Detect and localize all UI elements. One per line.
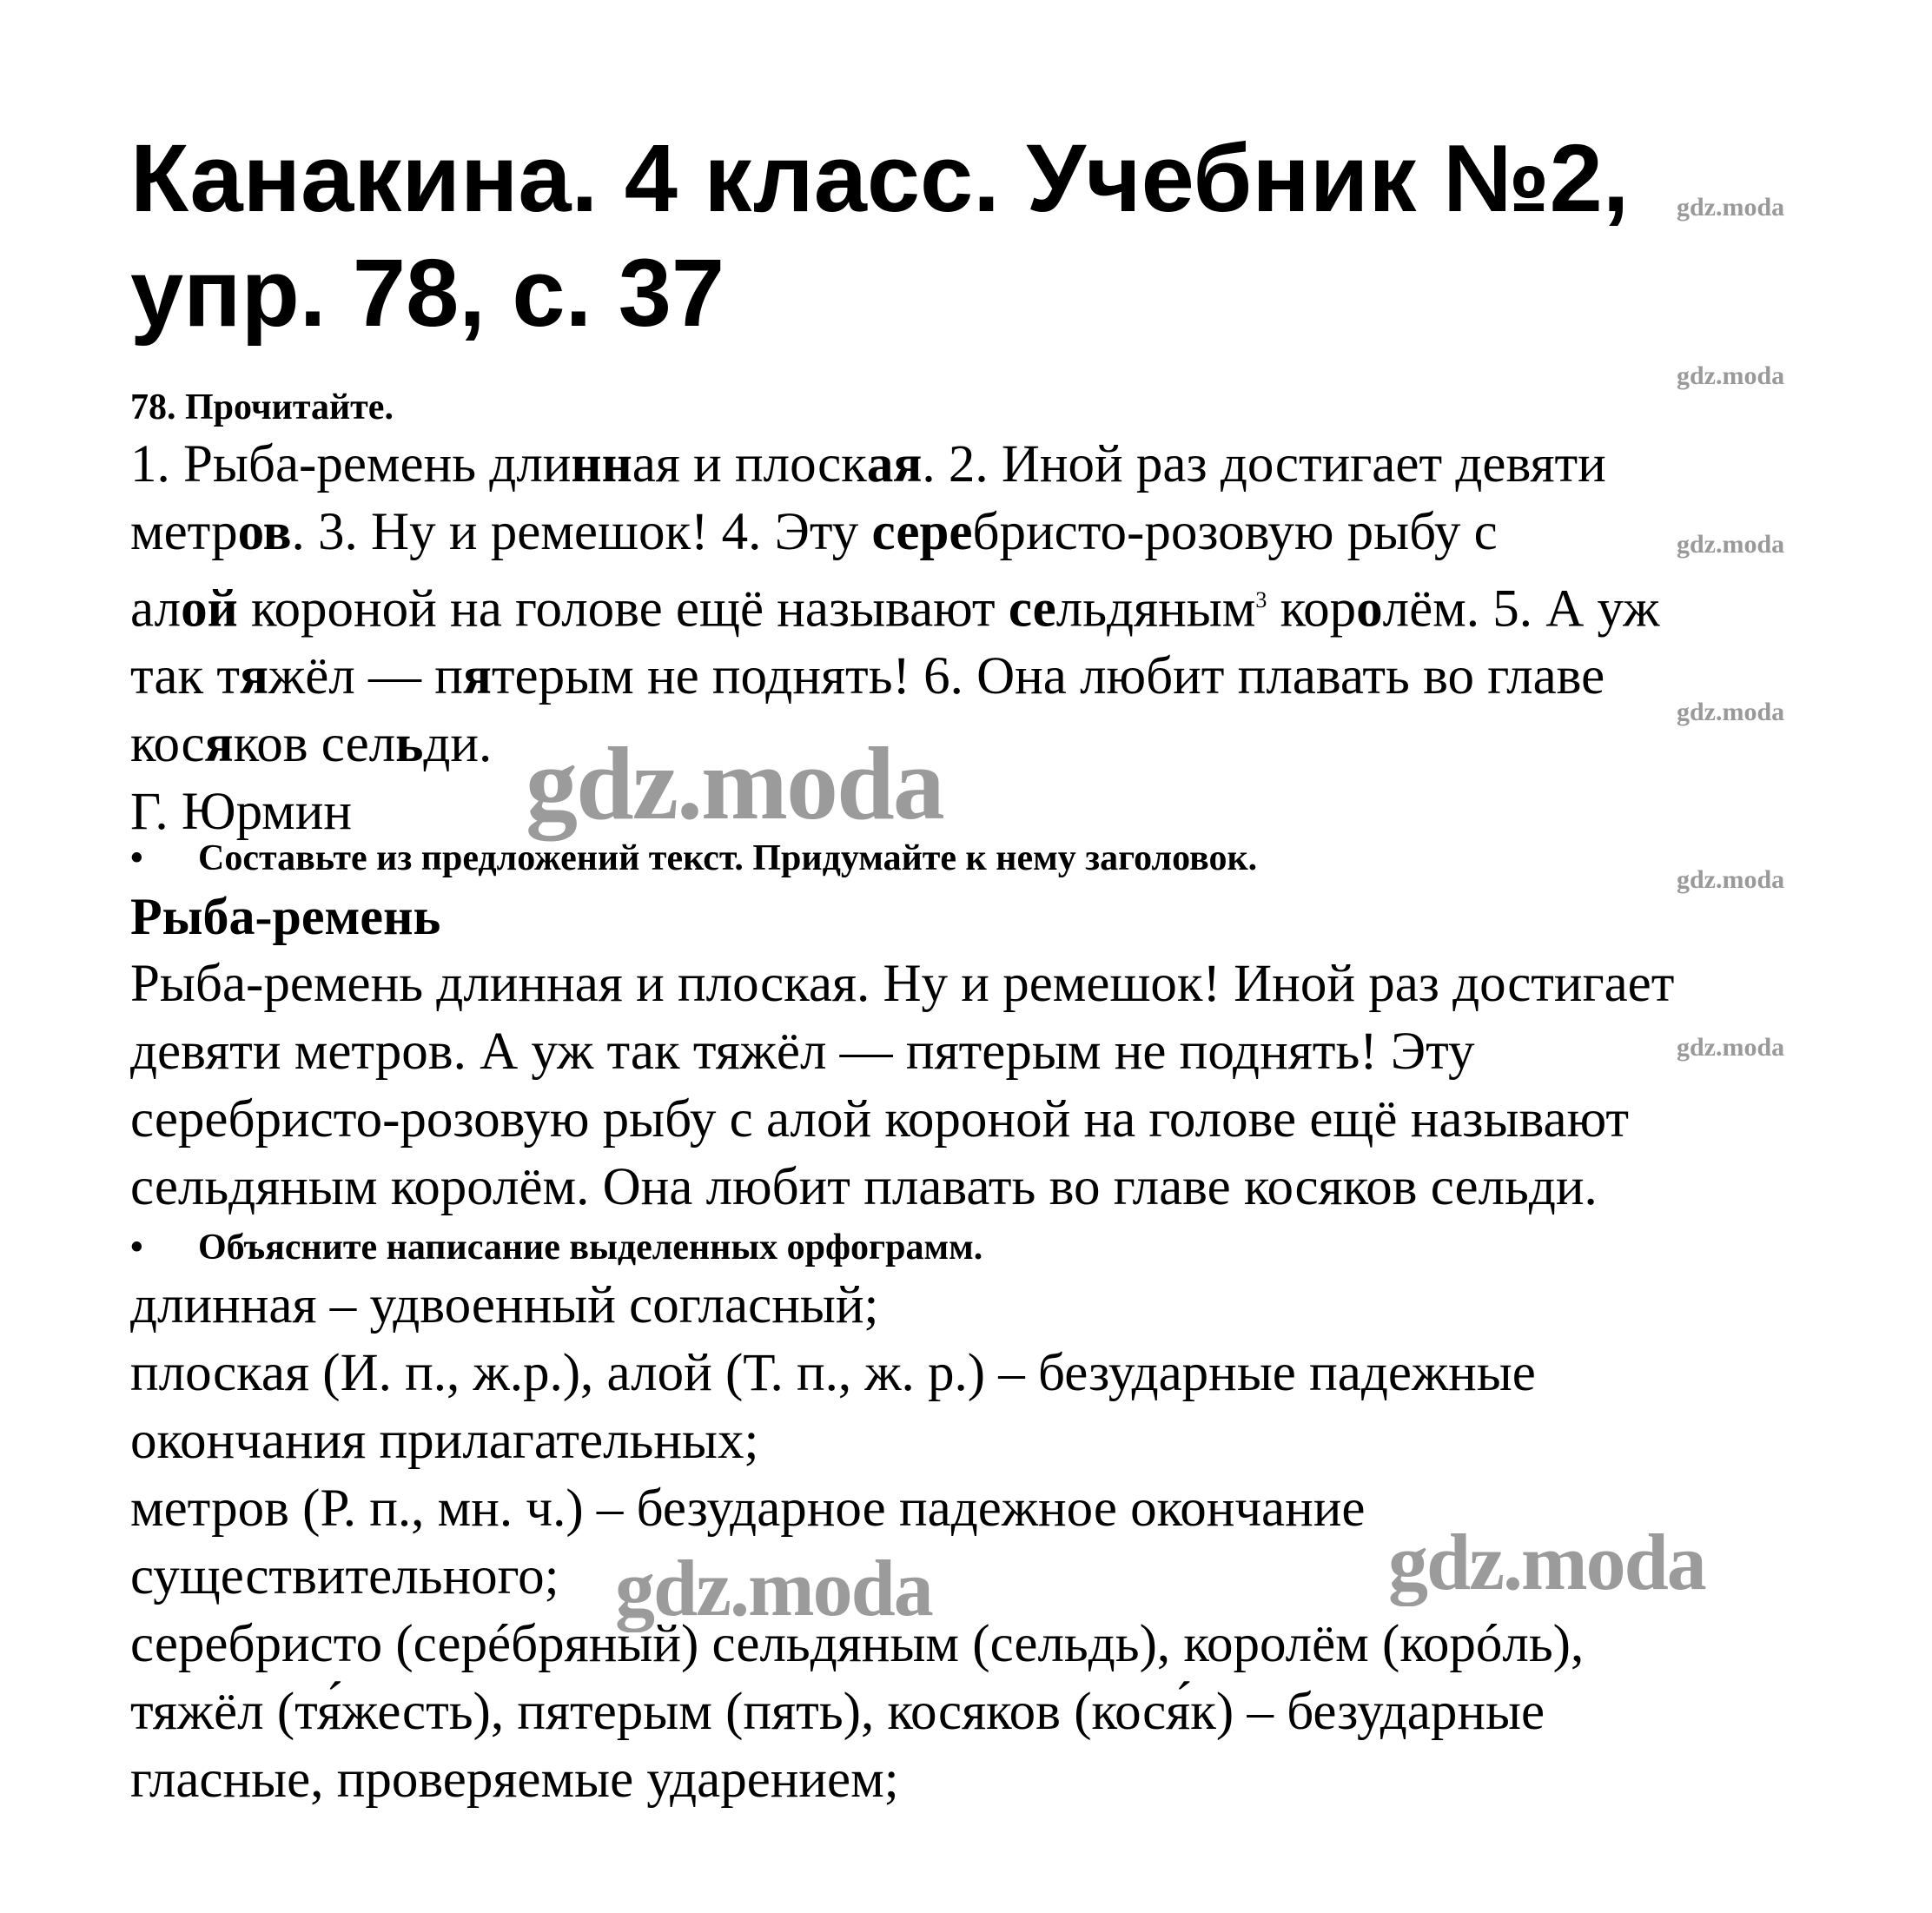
answer-line-2: плоская (И. п., ж.р.), алой (Т. п., ж. р.) – безударные падежные — [130, 1344, 1536, 1402]
task-label: 78. Прочитайте. — [130, 387, 394, 427]
answer-line-1: длинная – удвоенный согласный; — [130, 1276, 879, 1334]
watermark-small: gdz.moda — [1677, 530, 1785, 559]
story-title: Рыба-ремень — [130, 888, 441, 945]
story-line: Рыба-ремень длинная и плоская. Ну и ремешок! Иной раз достигает — [130, 955, 1675, 1013]
exercise-author: Г. Юрмин — [130, 783, 353, 842]
watermark-large: gdz.moda — [526, 725, 943, 841]
exercise-line-5: косяков сельди. — [130, 715, 493, 774]
answer-line-6: серебристо (серéбряный) сельдяным (сельдь), королём (корóль), — [130, 1615, 1585, 1673]
watermark-medium: gdz.moda — [615, 1544, 932, 1632]
task2-item: • Составьте из предложений текст. Придумайте к нему заголовок. — [130, 838, 1258, 878]
task3-text: Объясните написание выделенных орфограмм. — [198, 1228, 983, 1268]
answer-line-5: существительного; — [130, 1547, 559, 1605]
watermark-small: gdz.moda — [1677, 193, 1785, 222]
title-line-2: упр. 78, с. 37 — [130, 240, 725, 347]
answer-line-7: тяжёл (тя́жесть), пятерым (пять), косяков (кося́к) – безударные — [130, 1683, 1545, 1741]
exercise-text — [130, 431, 1833, 846]
story-text — [130, 950, 1833, 1221]
title-line-1: Канакина. 4 класс. Учебник №2, — [130, 125, 1630, 232]
page-title — [130, 122, 1781, 351]
exercise-line-4: так тяжёл — пятерым не поднять! 6. Она любит плавать во главе — [130, 647, 1605, 706]
watermark-small: gdz.moda — [1677, 361, 1785, 390]
story-line: сельдяным королём. Она любит плавать во главе косяков сельди. — [130, 1158, 1598, 1216]
exercise-line-2: метров. 3. Ну и ремешок! 4. Эту серебристо-розовую рыбу с — [130, 503, 1498, 561]
answer-line-8: гласные, проверяемые ударением; — [130, 1751, 899, 1809]
story-line: серебристо-розовую рыбу с алой короной на голове ещё называют — [130, 1090, 1630, 1148]
watermark-small: gdz.moda — [1677, 1033, 1785, 1062]
story-line: девяти метров. А уж так тяжёл — пятерым не поднять! Эту — [130, 1023, 1475, 1081]
task2-text: Составьте из предложений текст. Придумайте к нему заголовок. — [198, 838, 1258, 878]
answer-line-3: окончания прилагательных; — [130, 1412, 759, 1470]
answer-line-4: метров (Р. п., мн. ч.) – безударное падежное окончание — [130, 1479, 1366, 1538]
watermark-small: gdz.moda — [1677, 698, 1785, 726]
exercise-line-1: 1. Рыба-ремень длинная и плоская. 2. Иной раз достигает девяти — [130, 435, 1606, 493]
watermark-medium: gdz.moda — [1388, 1518, 1705, 1606]
task3-item: • Объясните написание выделенных орфограмм. — [130, 1228, 983, 1268]
watermark-small: gdz.moda — [1677, 865, 1785, 894]
exercise-line-3: алой короной на голове ещё называют сельдяным$^3$ королём. 5. А уж — [130, 579, 1660, 639]
